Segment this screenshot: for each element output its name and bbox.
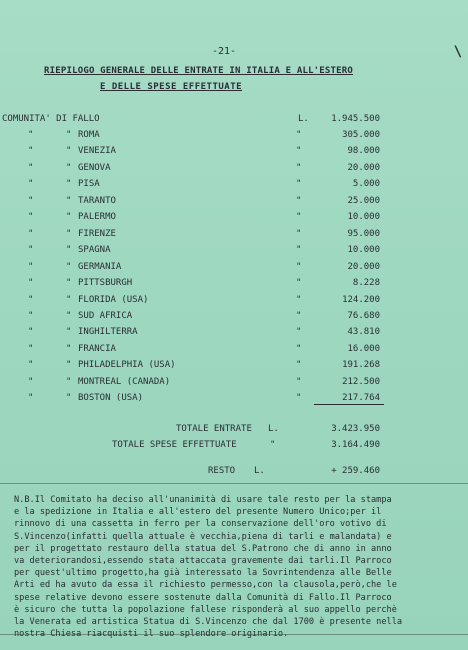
note-line: spese relative devono essere sostenute dalla Comunità di Fallo.Il Parroco: [14, 592, 392, 603]
ditto-mark: ": [28, 360, 34, 371]
ditto-mark: ": [28, 310, 34, 321]
ditto-mark: ": [66, 130, 72, 140]
city-name: FLORIDA (USA): [78, 294, 149, 305]
amount-cell: 16.000: [347, 343, 380, 354]
currency-ditto: ": [296, 310, 302, 321]
table-row: [0, 229, 468, 243]
total-income-amount: 3.423.950: [331, 424, 380, 434]
amount-cell: 1.945.500: [331, 114, 380, 124]
ditto-mark: ": [28, 162, 34, 173]
amount-cell: 76.680: [347, 310, 380, 321]
amount-cell: 43.810: [347, 327, 380, 338]
remainder-label: RESTO: [208, 466, 236, 476]
ditto-mark: ": [66, 310, 72, 321]
table-row: [0, 311, 468, 325]
ditto-mark: ": [66, 278, 72, 288]
city-name: GENOVA: [78, 162, 111, 173]
note-line: per quest'ultimo progetto,ha già interessato la Sovrintendenza alle Belle: [14, 568, 392, 579]
ditto-mark: ": [28, 376, 34, 387]
total-expenses-label: TOTALE SPESE EFFETTUATE: [112, 440, 237, 450]
currency-ditto: ": [296, 146, 302, 157]
note-line: la Venerata ed artistica Statua di S.Vincenzo che dal 1700 è presente nella: [14, 617, 403, 628]
table-row: [0, 163, 468, 177]
note-line: e la spedizione in Italia e all'estero del presente Numero Unico;per il: [14, 507, 382, 518]
table-row: [0, 344, 468, 358]
note-line: N.B.Il Comitato ha deciso all'unanimità di usare tale resto per la stampa: [14, 495, 392, 505]
remainder-currency: L.: [254, 466, 265, 476]
city-name: SUD AFRICA: [78, 310, 133, 321]
currency-ditto: ": [296, 228, 302, 239]
title-line-2: E DELLE SPESE EFFETTUATE: [100, 82, 243, 92]
amount-cell: 20.000: [347, 261, 380, 272]
ditto-mark: ": [66, 261, 72, 272]
currency-ditto: ": [296, 195, 302, 206]
ditto-mark: ": [66, 376, 72, 387]
amount-cell: 98.000: [347, 146, 380, 157]
ditto-mark: ": [28, 245, 34, 256]
note-line: Arti ed ha avuto da essa il richiesto permesso,con la clausola,però,che le: [14, 580, 397, 591]
ditto-mark: ": [66, 245, 72, 256]
city-name: PITTSBURGH: [78, 278, 133, 288]
note-line: va deteriorandosi,essendo stata attaccata gravemente dai tarli.Il Parroco: [14, 556, 392, 567]
currency-ditto: ": [296, 327, 302, 338]
amount-cell: 95.000: [347, 228, 380, 239]
city-name: PALERMO: [78, 212, 116, 223]
remainder-amount: + 259.460: [331, 466, 380, 476]
note-line: nostra Chiesa riacquisti il suo splendore originario.: [14, 629, 289, 640]
table-row: [0, 360, 468, 374]
currency-ditto: ": [296, 261, 302, 272]
ditto-mark: ": [66, 179, 72, 190]
amount-cell: 25.000: [347, 195, 380, 206]
ditto-mark: ": [66, 195, 72, 206]
title-line-1: RIEPILOGO GENERALE DELLE ENTRATE IN ITALIA E ALL'ESTERO: [44, 66, 354, 76]
amount-cell: 124.200: [342, 294, 380, 305]
city-name: ROMA: [78, 130, 100, 140]
currency-ditto: ": [296, 294, 302, 305]
sum-line: [314, 404, 384, 405]
ditto-mark: ": [66, 146, 72, 157]
ditto-mark: ": [28, 195, 34, 206]
ditto-mark: ": [28, 294, 34, 305]
amount-cell: 191.268: [342, 360, 380, 371]
amount-cell: 10.000: [347, 212, 380, 223]
note-line: è sicuro che tutta la popolazione fallese risponderà al suo appello perchè: [14, 604, 397, 615]
note-line: per il progettato restauro della statua del S.Patrono che di anno in anno: [14, 543, 392, 554]
note-paragraph: [14, 494, 454, 640]
ditto-mark: ": [66, 327, 72, 338]
ditto-mark: ": [66, 393, 72, 404]
amount-cell: 217.764: [342, 393, 380, 404]
ditto-mark: ": [66, 343, 72, 354]
ditto-mark: ": [28, 261, 34, 272]
city-name: VENEZIA: [78, 146, 116, 157]
ditto-mark: ": [66, 360, 72, 371]
ditto-mark: ": [66, 228, 72, 239]
ditto-mark: ": [66, 294, 72, 305]
city-name: PISA: [78, 179, 100, 190]
table-row: [0, 278, 468, 292]
ditto-mark: ": [28, 228, 34, 239]
table-row: [0, 245, 468, 259]
currency-cell: L.: [298, 114, 309, 124]
currency-ditto: ": [296, 343, 302, 354]
amount-cell: 305.000: [342, 130, 380, 140]
currency-ditto: ": [296, 245, 302, 256]
currency-ditto: ": [296, 278, 302, 288]
city-name: FIRENZE: [78, 228, 116, 239]
total-income-label: TOTALE ENTRATE: [176, 424, 252, 434]
ditto-mark: ": [28, 393, 34, 404]
table-row: [0, 196, 468, 210]
table-row: [0, 393, 468, 407]
ditto-mark: ": [66, 212, 72, 223]
ditto-mark: ": [66, 162, 72, 173]
table-row: [0, 262, 468, 276]
city-name: MONTREAL (CANADA): [78, 376, 171, 387]
table-row: [0, 114, 468, 128]
table-row: [0, 327, 468, 341]
currency-ditto: ": [296, 360, 302, 371]
ditto-mark: ": [28, 130, 34, 140]
note-line: S.Vincenzo(infatti quella attuale è vecchia,piena di tarli e malandata) e: [14, 531, 392, 542]
amount-cell: 212.500: [342, 376, 380, 387]
corner-mark: \: [453, 44, 462, 60]
city-name: FRANCIA: [78, 343, 116, 354]
currency-ditto: ": [296, 212, 302, 223]
ditto-mark: ": [28, 343, 34, 354]
currency-ditto: ": [296, 130, 302, 140]
amount-cell: 8.228: [352, 278, 380, 288]
ditto-mark: ": [28, 146, 34, 157]
city-name: INGHILTERRA: [78, 327, 138, 338]
total-income-currency: L.: [268, 424, 279, 434]
city-name: SPAGNA: [78, 245, 111, 256]
ditto-mark: ": [28, 179, 34, 190]
table-row: [0, 377, 468, 391]
page-number: -21-: [212, 46, 237, 57]
city-name: GERMANIA: [78, 261, 122, 272]
community-label: COMUNITA' DI FALLO: [2, 114, 100, 124]
city-name: TARANTO: [78, 195, 116, 206]
currency-ditto: ": [296, 393, 302, 404]
amount-cell: 20.000: [347, 162, 380, 173]
amount-cell: 10.000: [347, 245, 380, 256]
ditto-mark: ": [28, 278, 34, 288]
ditto-mark: ": [28, 327, 34, 338]
city-name: BOSTON (USA): [78, 393, 144, 404]
note-line: rinnovo di una cassetta in ferro per la conservazione dell'oro votivo di: [14, 519, 387, 530]
table-row: [0, 130, 468, 144]
total-expenses-amount: 3.164.490: [331, 440, 380, 450]
currency-ditto: ": [296, 162, 302, 173]
table-row: [0, 295, 468, 309]
currency-ditto: ": [296, 376, 302, 387]
city-name: PHILADELPHIA (USA): [78, 360, 176, 371]
table-row: [0, 179, 468, 193]
table-row: [0, 146, 468, 160]
currency-ditto: ": [296, 179, 302, 190]
ditto-mark: ": [28, 212, 34, 223]
amount-cell: 5.000: [352, 179, 380, 190]
total-expenses-currency: ": [270, 440, 276, 450]
table-row: [0, 212, 468, 226]
